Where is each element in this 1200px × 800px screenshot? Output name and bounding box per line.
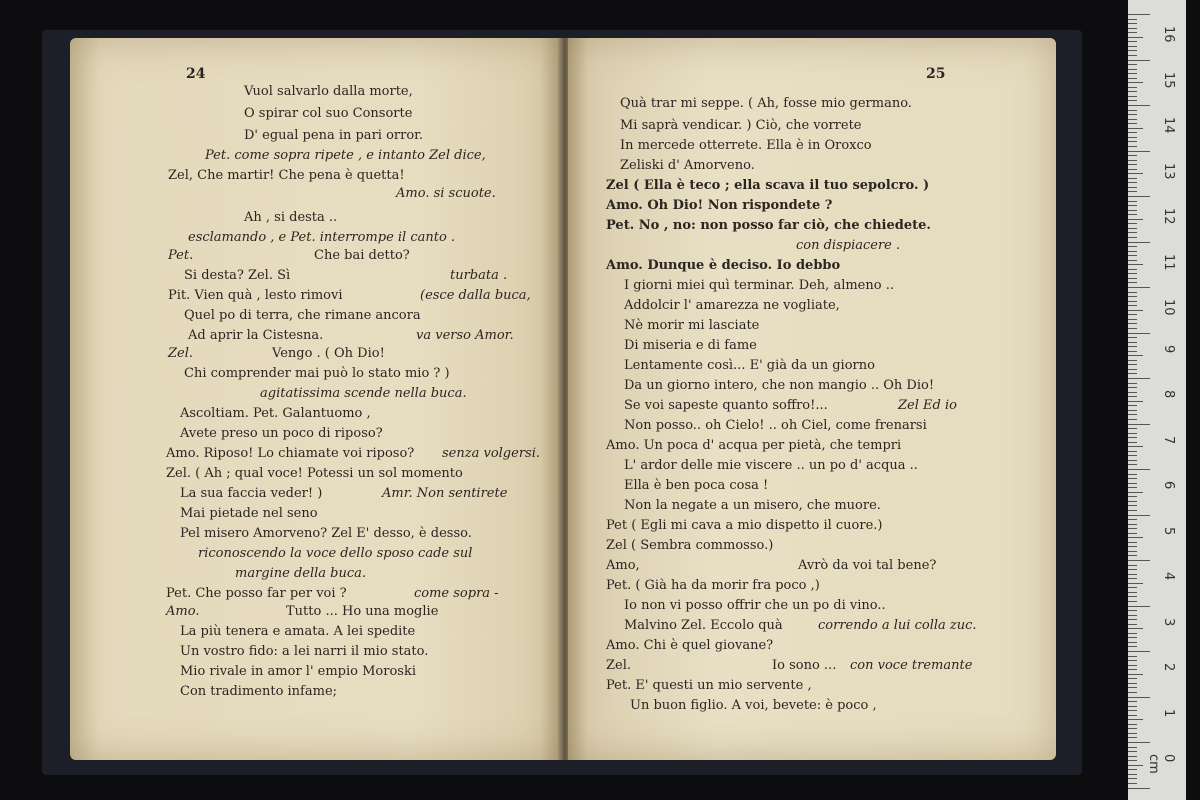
- ruler-tick: [1128, 674, 1143, 675]
- ruler-tick: [1128, 624, 1137, 625]
- text-line: Avrò da voi tal bene?: [798, 558, 937, 573]
- ruler-tick: [1128, 205, 1137, 206]
- ruler-tick: [1128, 191, 1137, 192]
- text-line: Un buon figlio. A voi, bevete: è poco ,: [630, 698, 877, 713]
- ruler-tick: [1128, 496, 1137, 497]
- ruler-tick: [1128, 687, 1137, 688]
- ruler-tick: [1128, 405, 1137, 406]
- ruler-tick: [1128, 50, 1137, 51]
- ruler-tick: [1128, 123, 1137, 124]
- ruler-tick: [1128, 82, 1143, 83]
- ruler-tick: [1128, 678, 1137, 679]
- ruler-tick: [1128, 210, 1137, 211]
- ruler-tick: [1128, 628, 1143, 629]
- ruler-tick: [1128, 14, 1150, 15]
- text-line: Zel.: [168, 346, 194, 361]
- ruler-tick: [1128, 697, 1150, 698]
- text-line: Un vostro fido: a lei narri il mio stato.: [180, 644, 429, 659]
- text-line: Ella è ben poca cosa !: [624, 478, 769, 493]
- ruler-tick: [1128, 255, 1137, 256]
- left-page: [70, 38, 560, 760]
- ruler-tick: [1128, 710, 1137, 711]
- ruler-tick: [1128, 769, 1137, 770]
- ruler-tick: [1128, 546, 1137, 547]
- ruler-tick: [1128, 387, 1137, 388]
- ruler-tick: [1128, 364, 1137, 365]
- ruler-tick: [1128, 369, 1137, 370]
- text-line: Amo. Chi è quel giovane?: [606, 638, 774, 653]
- ruler-tick: [1128, 264, 1143, 265]
- text-line: Amo. Riposo! Lo chiamate voi riposo?: [166, 446, 415, 461]
- ruler-tick: [1128, 219, 1143, 220]
- text-line: La sua faccia veder! ): [180, 486, 323, 501]
- text-line: va verso Amor.: [416, 328, 514, 343]
- text-line: Mai pietade nel seno: [180, 506, 318, 521]
- ruler-tick: [1128, 337, 1137, 338]
- ruler-tick: [1128, 351, 1137, 352]
- ruler-tick: [1128, 182, 1137, 183]
- ruler-tick: [1128, 533, 1137, 534]
- ruler-tick: [1128, 501, 1137, 502]
- ruler-tick: [1128, 237, 1137, 238]
- ruler-label: 13: [1161, 162, 1176, 180]
- ruler-tick: [1128, 273, 1137, 274]
- text-line: Quel po di terra, che rimane ancora: [184, 308, 421, 323]
- text-line: Pet. E' questi un mio servente ,: [606, 678, 812, 693]
- right-page-number: 25: [926, 66, 946, 82]
- ruler-tick: [1128, 23, 1137, 24]
- ruler-label: 2: [1161, 663, 1176, 672]
- text-line: Se voi sapeste quanto soffro!...: [624, 398, 828, 413]
- ruler-label: 8: [1161, 390, 1176, 399]
- text-line: Da un giorno intero, che non mangio .. Oh Dio!: [624, 378, 935, 393]
- text-line: Amo. si scuote.: [396, 186, 496, 201]
- ruler-tick: [1128, 410, 1137, 411]
- text-line: Pit. Vien quà , lesto rimovi: [168, 288, 343, 303]
- ruler-tick: [1128, 474, 1137, 475]
- ruler-tick: [1128, 555, 1137, 556]
- text-line: Non posso.. oh Cielo! .. oh Ciel, come frenarsi: [624, 418, 927, 433]
- ruler-tick: [1128, 424, 1150, 425]
- text-line: Pel misero Amorveno? Zel E' desso, è desso.: [180, 526, 472, 541]
- ruler-tick: [1128, 64, 1137, 65]
- text-line: agitatissima scende nella buca.: [260, 386, 467, 401]
- ruler-tick: [1128, 778, 1137, 779]
- ruler-tick: [1128, 269, 1137, 270]
- ruler-tick: [1128, 223, 1137, 224]
- text-line: Amo,: [606, 558, 640, 573]
- ruler-tick: [1128, 642, 1137, 643]
- ruler-tick: [1128, 528, 1137, 529]
- text-line: Amo. Un poca d' acqua per pietà, che tempri: [606, 438, 902, 453]
- ruler-tick: [1128, 574, 1137, 575]
- ruler-tick: [1128, 314, 1137, 315]
- ruler-tick: [1128, 578, 1137, 579]
- ruler-tick: [1128, 105, 1150, 106]
- ruler-tick: [1128, 137, 1137, 138]
- ruler-tick: [1128, 637, 1137, 638]
- ruler-tick: [1128, 55, 1137, 56]
- ruler-tick: [1128, 583, 1143, 584]
- text-line: Amo. Oh Dio! Non rispondete ?: [606, 198, 833, 213]
- ruler-tick: [1128, 69, 1137, 70]
- measurement-ruler: [1128, 0, 1186, 800]
- ruler-tick: [1128, 355, 1143, 356]
- ruler-tick: [1128, 100, 1137, 101]
- ruler-tick: [1128, 196, 1150, 197]
- ruler-tick: [1128, 333, 1150, 334]
- ruler-label: 1: [1161, 708, 1176, 717]
- ruler-tick: [1128, 187, 1137, 188]
- ruler-tick: [1128, 383, 1137, 384]
- ruler-tick: [1128, 551, 1137, 552]
- ruler-tick: [1128, 155, 1137, 156]
- ruler-tick: [1128, 460, 1137, 461]
- text-line: Malvino Zel. Eccolo quà: [624, 618, 783, 633]
- right-page: [568, 38, 1056, 760]
- ruler-tick: [1128, 464, 1137, 465]
- text-line: Io non vi posso offrir che un po di vino..: [624, 598, 886, 613]
- ruler-tick: [1128, 146, 1137, 147]
- ruler-tick: [1128, 19, 1137, 20]
- ruler-label: 15: [1161, 71, 1176, 89]
- ruler-tick: [1128, 783, 1137, 784]
- ruler-tick: [1128, 587, 1137, 588]
- text-line: Mio rivale in amor l' empio Moroski: [180, 664, 416, 679]
- ruler-tick: [1128, 292, 1137, 293]
- text-line: Pet. ( Già ha da morir fra poco ,): [606, 578, 820, 593]
- ruler-tick: [1128, 737, 1137, 738]
- ruler-tick: [1128, 178, 1137, 179]
- text-line: correndo a lui colla zuc.: [818, 618, 977, 633]
- text-line: Amo.: [166, 604, 200, 619]
- text-line: Zel, Che martir! Che pena è quetta!: [168, 168, 405, 183]
- text-line: Zel. ( Ah ; qual voce! Potessi un sol momento: [166, 466, 463, 481]
- text-line: margine della buca.: [235, 566, 367, 581]
- text-line: Quà trar mi seppe. ( Ah, fosse mio germano.: [620, 96, 912, 111]
- text-line: Si desta? Zel. Sì: [184, 268, 291, 283]
- ruler-tick: [1128, 251, 1137, 252]
- ruler-tick: [1128, 592, 1137, 593]
- text-line: senza volgersi.: [442, 446, 540, 461]
- text-line: Zel Ed io: [898, 398, 957, 413]
- ruler-tick: [1128, 433, 1137, 434]
- ruler-tick: [1128, 483, 1137, 484]
- ruler-tick: [1128, 524, 1137, 525]
- ruler-tick: [1128, 260, 1137, 261]
- ruler-tick: [1128, 214, 1137, 215]
- text-line: La più tenera e amata. A lei spedite: [180, 624, 416, 639]
- ruler-tick: [1128, 419, 1137, 420]
- ruler-tick: [1128, 60, 1150, 61]
- ruler-tick: [1128, 451, 1137, 452]
- ruler-tick: [1128, 487, 1137, 488]
- ruler-label: 12: [1161, 208, 1176, 225]
- ruler-tick: [1128, 28, 1137, 29]
- ruler-tick: [1128, 392, 1137, 393]
- text-line: Zel ( Ella è teco ; ella scava il tuo sepolcro. ): [606, 178, 930, 193]
- ruler-tick: [1128, 428, 1137, 429]
- ruler-tick: [1128, 633, 1137, 634]
- text-line: Ad aprir la Cistesna.: [188, 328, 324, 343]
- ruler-tick: [1128, 751, 1137, 752]
- ruler-tick: [1128, 505, 1137, 506]
- text-line: Zel ( Sembra commosso.): [606, 538, 774, 553]
- ruler-tick: [1128, 73, 1137, 74]
- ruler-tick: [1128, 128, 1143, 129]
- text-line: esclamando , e Pet. interrompe il canto .: [188, 230, 456, 245]
- ruler-tick: [1128, 91, 1137, 92]
- ruler-tick: [1128, 319, 1137, 320]
- ruler-tick: [1128, 660, 1137, 661]
- ruler-tick: [1128, 765, 1143, 766]
- ruler-tick: [1128, 173, 1143, 174]
- ruler-tick: [1128, 301, 1137, 302]
- ruler-tick: [1128, 164, 1137, 165]
- ruler-tick: [1128, 515, 1150, 516]
- ruler-label: 14: [1161, 117, 1176, 134]
- ruler-tick: [1128, 151, 1150, 152]
- ruler-tick: [1128, 87, 1137, 88]
- text-line: Pet.: [168, 248, 194, 263]
- ruler-tick: [1128, 201, 1137, 202]
- ruler-tick: [1128, 305, 1137, 306]
- ruler-tick: [1128, 701, 1137, 702]
- ruler-tick: [1128, 328, 1137, 329]
- text-line: Ah , si desta ..: [244, 210, 338, 225]
- ruler-tick: [1128, 346, 1137, 347]
- text-line: In mercede otterrete. Ella è in Oroxco: [620, 138, 872, 153]
- ruler-tick: [1128, 596, 1137, 597]
- ruler-tick: [1128, 619, 1137, 620]
- ruler-tick: [1128, 378, 1150, 379]
- text-line: L' ardor delle mie viscere .. un po d' acqua ..: [624, 458, 918, 473]
- ruler-label: 4: [1161, 572, 1176, 581]
- ruler-tick: [1128, 310, 1143, 311]
- ruler-tick: [1128, 37, 1143, 38]
- ruler-tick: [1128, 774, 1137, 775]
- ruler-label: 16: [1161, 26, 1176, 43]
- ruler-tick: [1128, 78, 1137, 79]
- ruler-tick: [1128, 724, 1137, 725]
- ruler-tick: [1128, 565, 1137, 566]
- ruler-tick: [1128, 747, 1137, 748]
- ruler-tick: [1128, 665, 1137, 666]
- ruler-tick: [1128, 446, 1143, 447]
- text-line: turbata .: [450, 268, 508, 283]
- ruler-tick: [1128, 442, 1137, 443]
- text-line: (esce dalla buca,: [420, 288, 531, 303]
- ruler-tick: [1128, 132, 1137, 133]
- text-line: I giorni miei quì terminar. Deh, almeno ..: [624, 278, 894, 293]
- ruler-tick: [1128, 537, 1143, 538]
- ruler-tick: [1128, 96, 1137, 97]
- ruler-label: 6: [1161, 481, 1176, 490]
- ruler-tick: [1128, 656, 1137, 657]
- text-line: Chi comprender mai può lo stato mio ? ): [184, 366, 450, 381]
- ruler-tick: [1128, 141, 1137, 142]
- text-line: Amr. Non sentirete: [382, 486, 508, 501]
- text-line: Pet. come sopra ripete , e intanto Zel dice,: [205, 148, 486, 163]
- ruler-tick: [1128, 32, 1137, 33]
- text-line: Pet. Che posso far per voi ?: [166, 586, 347, 601]
- ruler-label: 7: [1161, 435, 1176, 444]
- ruler-tick: [1128, 437, 1137, 438]
- ruler-tick: [1128, 606, 1150, 607]
- ruler-tick: [1128, 615, 1137, 616]
- ruler-tick: [1128, 692, 1137, 693]
- ruler-label: 5: [1161, 526, 1176, 535]
- ruler-tick: [1128, 669, 1137, 670]
- ruler-tick: [1128, 601, 1137, 602]
- ruler-tick: [1128, 242, 1150, 243]
- ruler-tick: [1128, 169, 1137, 170]
- ruler-label: 0 cm: [1146, 754, 1176, 774]
- ruler-tick: [1128, 46, 1137, 47]
- text-line: Nè morir mi lasciate: [624, 318, 760, 333]
- text-line: come sopra -: [414, 586, 499, 601]
- text-line: Lentamente così... E' già da un giorno: [624, 358, 875, 373]
- ruler-tick: [1128, 160, 1137, 161]
- text-line: Con tradimento infame;: [180, 684, 338, 699]
- text-line: Vuol salvarlo dalla morte,: [244, 84, 413, 99]
- text-line: Pet ( Egli mi cava a mio dispetto il cuore.): [606, 518, 883, 533]
- ruler-tick: [1128, 788, 1150, 789]
- text-line: Che bai detto?: [314, 248, 410, 263]
- ruler-tick: [1128, 492, 1143, 493]
- text-line: Zeliski d' Amorveno.: [620, 158, 755, 173]
- ruler-tick: [1128, 715, 1137, 716]
- text-line: Di miseria e di fame: [624, 338, 757, 353]
- text-line: Avete preso un poco di riposo?: [180, 426, 383, 441]
- text-line: D' egual pena in pari orror.: [244, 128, 424, 143]
- ruler-tick: [1128, 519, 1137, 520]
- ruler-tick: [1128, 478, 1137, 479]
- ruler-tick: [1128, 246, 1137, 247]
- ruler-tick: [1128, 110, 1137, 111]
- text-line: riconoscendo la voce dello sposo cade sul: [198, 546, 473, 561]
- ruler-tick: [1128, 733, 1137, 734]
- ruler-tick: [1128, 414, 1137, 415]
- ruler-tick: [1128, 278, 1137, 279]
- ruler-tick: [1128, 756, 1137, 757]
- ruler-tick: [1128, 228, 1137, 229]
- text-line: Pet. No , no: non posso far ciò, che chiedete.: [606, 218, 931, 233]
- ruler-tick: [1128, 401, 1143, 402]
- ruler-tick: [1128, 323, 1137, 324]
- ruler-tick: [1128, 41, 1137, 42]
- ruler-tick: [1128, 119, 1137, 120]
- text-line: O spirar col suo Consorte: [244, 106, 413, 121]
- ruler-tick: [1128, 510, 1137, 511]
- text-line: Ascoltiam. Pet. Galantuomo ,: [180, 406, 371, 421]
- ruler-tick: [1128, 719, 1143, 720]
- ruler-tick: [1128, 651, 1150, 652]
- ruler-tick: [1128, 469, 1150, 470]
- text-line: con dispiacere .: [796, 238, 901, 253]
- ruler-tick: [1128, 455, 1137, 456]
- ruler-tick: [1128, 296, 1137, 297]
- ruler-label: 10: [1161, 299, 1176, 316]
- ruler-tick: [1128, 114, 1137, 115]
- ruler-tick: [1128, 342, 1137, 343]
- ruler-tick: [1128, 542, 1137, 543]
- text-line: Vengo . ( Oh Dio!: [272, 346, 385, 361]
- ruler-tick: [1128, 610, 1137, 611]
- ruler-tick: [1128, 396, 1137, 397]
- ruler-tick: [1128, 728, 1137, 729]
- ruler-tick: [1128, 560, 1150, 561]
- ruler-tick: [1128, 373, 1137, 374]
- text-line: Mi saprà vendicar. ) Ciò, che vorrete: [620, 118, 862, 133]
- text-line: Non la negate a un misero, che muore.: [624, 498, 881, 513]
- ruler-tick: [1128, 706, 1137, 707]
- text-line: Io sono ...: [772, 658, 837, 673]
- text-line: Amo. Dunque è deciso. Io debbo: [606, 258, 841, 273]
- ruler-tick: [1128, 742, 1150, 743]
- ruler-tick: [1128, 683, 1137, 684]
- ruler-tick: [1128, 360, 1137, 361]
- ruler-label: 9: [1161, 344, 1176, 353]
- left-page-number: 24: [186, 66, 206, 82]
- ruler-tick: [1128, 232, 1137, 233]
- ruler-tick: [1128, 760, 1137, 761]
- ruler-tick: [1128, 282, 1137, 283]
- ruler-label: 3: [1161, 617, 1176, 626]
- ruler-tick: [1128, 646, 1137, 647]
- ruler-tick: [1128, 287, 1150, 288]
- ruler-label: 11: [1161, 253, 1176, 271]
- text-line: con voce tremante: [850, 658, 973, 673]
- text-line: Addolcir l' amarezza ne vogliate,: [624, 298, 840, 313]
- ruler-tick: [1128, 569, 1137, 570]
- text-line: Zel.: [606, 658, 632, 673]
- text-line: Tutto ... Ho una moglie: [286, 604, 439, 619]
